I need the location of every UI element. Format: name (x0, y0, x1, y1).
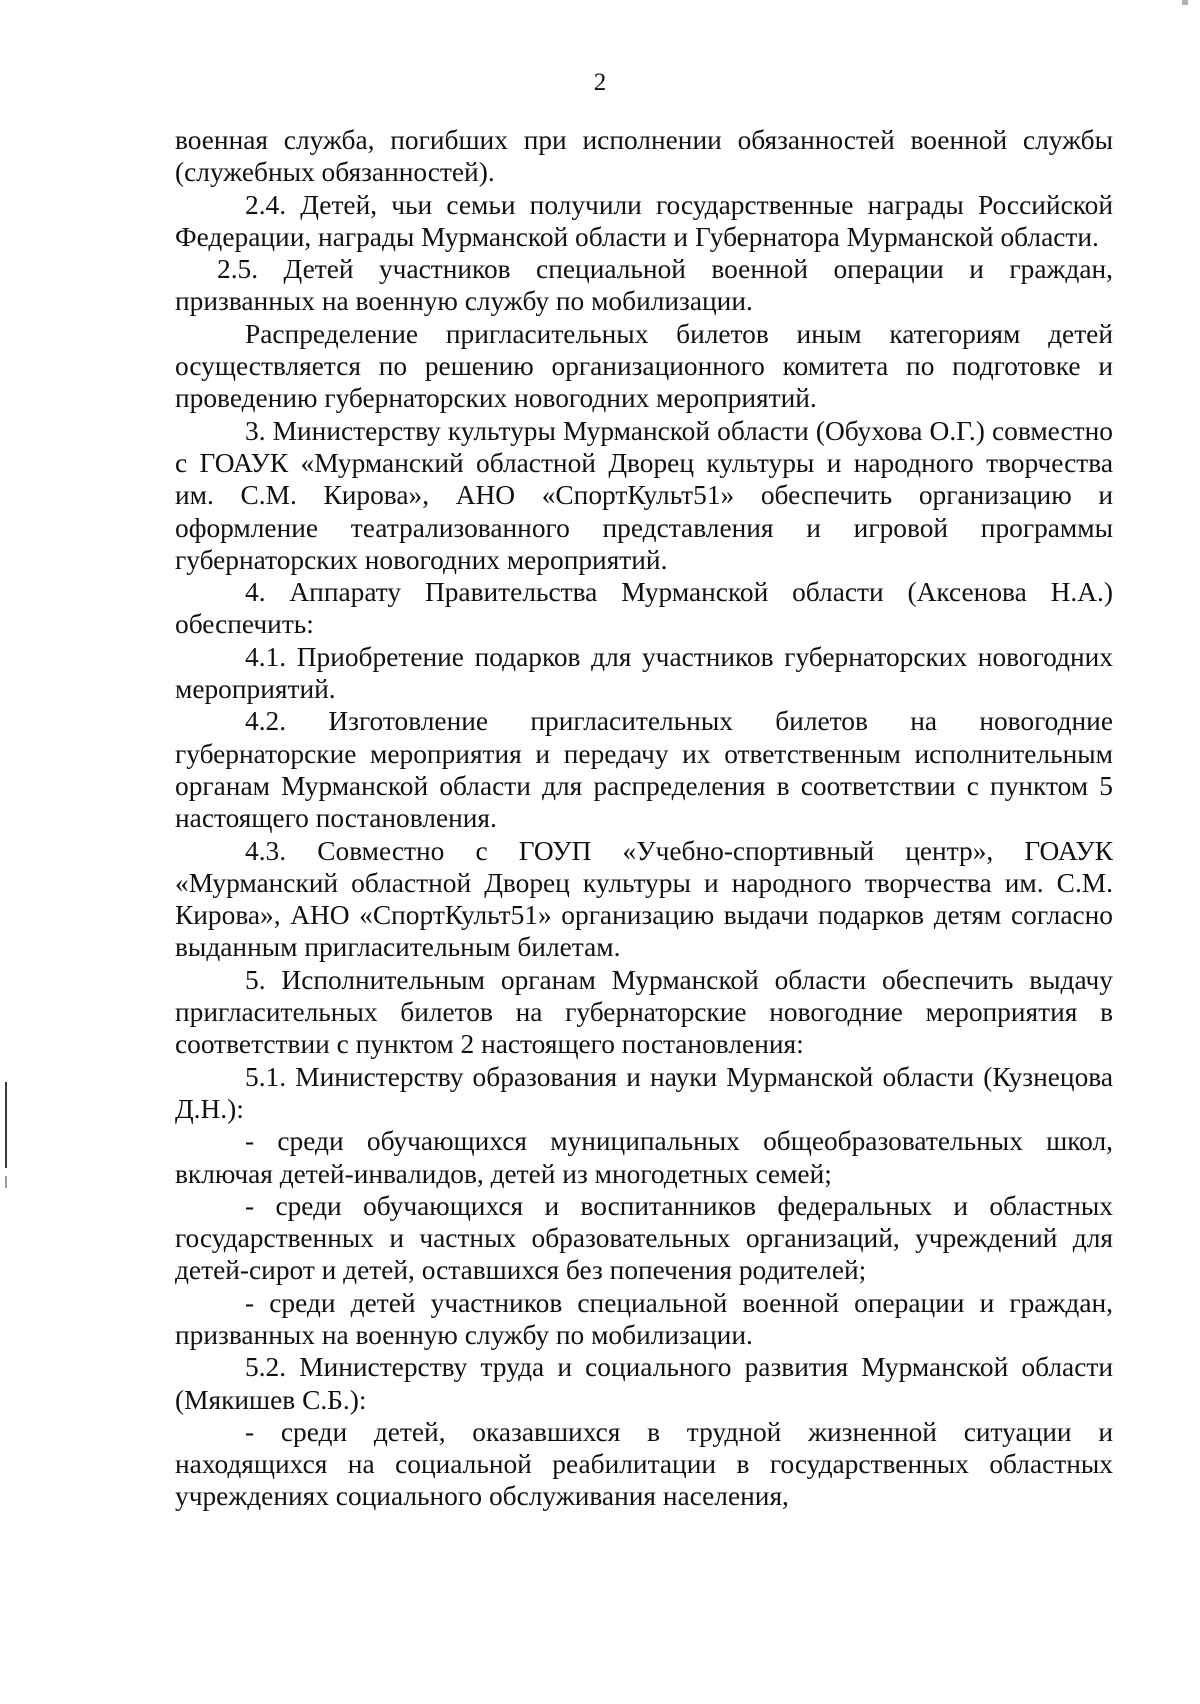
paragraph: Распределение пригласительных билетов иным категориям детей осуществляется по решению организационного комитета по подготовке и проведению губернаторских новогодних мероприятий. (175, 318, 1113, 414)
paragraph: - среди обучающихся муниципальных общеобразовательных школ, включая детей-инвалидов, детей из многодетных семей; (175, 1126, 1113, 1189)
paragraph: 4. Аппарату Правительства Мурманской области (Аксенова Н.А.) обеспечить: (175, 577, 1113, 640)
page-number: 2 (593, 69, 607, 96)
paragraph: - среди детей участников специальной военной операции и граждан, призванных на военную службу по мобилизации. (175, 1287, 1113, 1350)
paragraph: - среди детей, оказавшихся в трудной жизненной ситуации и находящихся на социальной реабилитации в государственных областных учреждениях социального обслуживания населения, (175, 1416, 1113, 1512)
paragraph: 2.5. Детей участников специальной военной операции и граждан, призванных на военную службу по мобилизации. (175, 254, 1113, 317)
paragraph: 2.4. Детей, чьи семьи получили государственные награды Российской Федерации, награды Мурманской области и Губернатора Мурманской области. (175, 189, 1113, 252)
paragraph: 5. Исполнительным органам Мурманской области обеспечить выдачу пригласительных билетов на губернаторские новогодние мероприятия в соответствии с пунктом 2 настоящего постановления: (175, 964, 1113, 1060)
scan-artifact (5, 1176, 7, 1188)
document-body (175, 124, 1113, 1513)
scan-artifact (1182, 0, 1188, 5)
paragraph: 4.3. Совместно с ГОУП «Учебно-спортивный центр», ГОАУК «Мурманский областной Дворец культуры и народного творчества им. С.М. Кирова», АНО «СпортКульт51» организацию выдачи подарков детям согласно выданным пригласительным билетам. (175, 835, 1113, 963)
paragraph: 5.2. Министерству труда и социального развития Мурманской области (Мякишев С.Б.): (175, 1352, 1113, 1415)
paragraph: 4.2. Изготовление пригласительных билетов на новогодние губернаторские мероприятия и передачу их ответственным исполнительным органам Мурманской области для распределения в соответствии с пунктом 5 настоящего постановления. (175, 706, 1113, 834)
scan-artifact (5, 1082, 7, 1168)
paragraph: 5.1. Министерству образования и науки Мурманской области (Кузнецова Д.Н.): (175, 1061, 1113, 1124)
paragraph: - среди обучающихся и воспитанников федеральных и областных государственных и частных образовательных организаций, учреждений для детей-сирот и детей, оставшихся без попечения родителей; (175, 1190, 1113, 1286)
paragraph: военная служба, погибших при исполнении обязанностей военной службы (служебных обязанностей). (175, 125, 1113, 188)
paragraph: 4.1. Приобретение подарков для участников губернаторских новогодних мероприятий. (175, 641, 1113, 705)
paragraph: 3. Министерству культуры Мурманской области (Обухова О.Г.) совместно с ГОАУК «Мурманский областной Дворец культуры и народного творчества им. С.М. Кирова», АНО «СпортКульт51» обеспечить организацию и оформление театрализованного представления и игровой программы губернаторских новогодних мероприятий. (175, 415, 1113, 575)
